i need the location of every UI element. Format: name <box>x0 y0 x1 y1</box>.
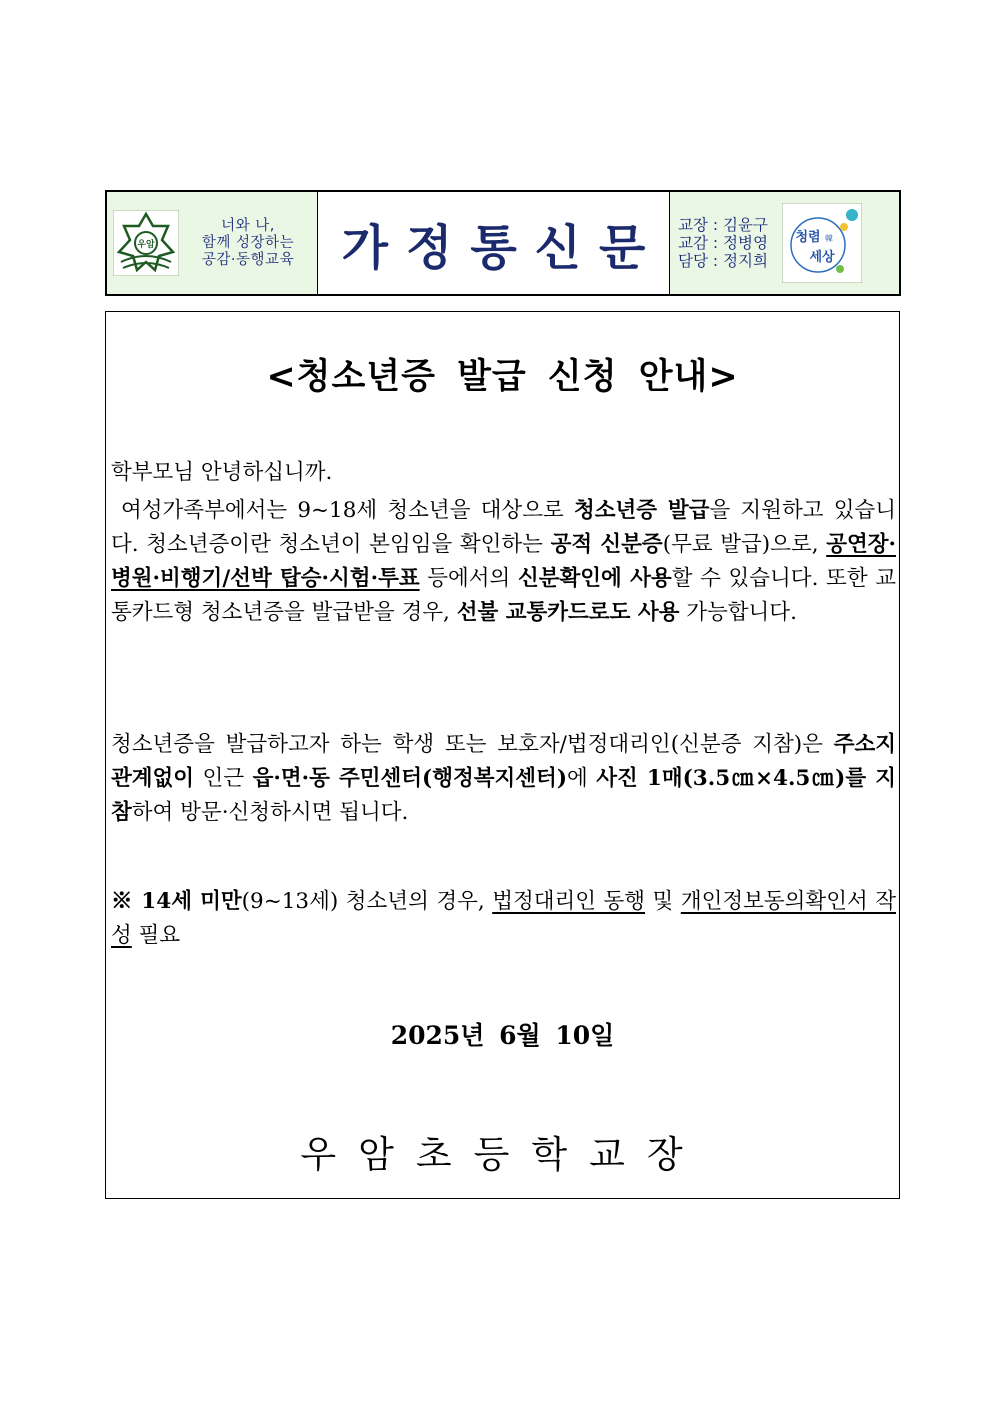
staff-list <box>678 216 768 270</box>
intro-highlight: 신분확인에 사용 <box>517 566 672 591</box>
motto-line: 공감·동행교육 <box>201 251 295 268</box>
staff-cell <box>670 192 899 294</box>
note-underlined: 개인정보동의확인서 작성 <box>111 889 896 948</box>
intro-text: 가능합니다. <box>679 600 797 625</box>
issue-date: 2025년 6월 10일 <box>390 1021 615 1050</box>
note-paragraph <box>111 885 896 953</box>
note-text: (9~13세) 청소년의 경우, <box>241 889 493 914</box>
intro-text: 할 수 있습니다. 또한 교통카드형 청소년증을 발급받을 경우, <box>111 566 897 625</box>
motto-line: 함께 성장하는 <box>201 234 295 251</box>
intro-highlight: 공적 신분증 <box>550 532 663 557</box>
intro-text: 을 지원하고 있습니다. 청소년증이란 청소년이 본임임을 확인하는 <box>111 498 896 557</box>
application-highlight: 사진 1매(3.5㎝×4.5㎝)를 지참 <box>111 766 896 825</box>
application-paragraph <box>111 728 896 830</box>
greeting-text: 학부모님 안녕하십니까. <box>111 460 333 485</box>
note-underlined: 법정대리인 동행 <box>492 889 646 914</box>
principal-signature: 우암초등학교장 <box>300 1133 705 1176</box>
application-highlight: 읍·면·동 주민센터(행정복지센터) <box>252 766 567 791</box>
school-motto <box>179 218 317 269</box>
intro-text: 여성가족부에서는 9~18세 청소년을 대상으로 <box>121 498 574 523</box>
note-highlight: ※ 14세 미만 <box>111 889 242 914</box>
application-text: 하여 방문·신청하시면 됩니다. <box>131 800 409 825</box>
intro-usage-places: 공연장·병원·비행기/선박 탑승·시험·투표 <box>111 532 896 591</box>
integrity-campaign-logo-icon <box>782 203 862 283</box>
svg-text:우암: 우암 <box>137 240 155 250</box>
svg-text:청렴: 청렴 <box>795 230 821 245</box>
intro-text: 등에서의 <box>419 566 518 591</box>
staff-contact: 담당 : 정지희 <box>678 252 768 270</box>
svg-text:세상: 세상 <box>809 250 835 265</box>
notice-body <box>105 311 900 1199</box>
application-text: 에 <box>567 766 597 791</box>
application-text: 인근 <box>194 766 253 791</box>
school-emblem-icon <box>113 210 179 276</box>
intro-paragraph <box>111 494 896 630</box>
title-cell <box>318 192 670 294</box>
intro-highlight: 선불 교통카드로도 사용 <box>456 600 680 625</box>
application-highlight: 주소지 관계없이 <box>111 732 896 791</box>
motto-cell <box>107 192 318 294</box>
newsletter-header <box>105 190 901 296</box>
greeting-paragraph <box>111 456 896 490</box>
intro-text: (무료 발급)으로, <box>662 532 827 557</box>
note-text: 및 <box>645 889 681 914</box>
intro-highlight: 청소년증 발급 <box>573 498 710 523</box>
svg-text:韓: 韓 <box>824 234 833 243</box>
application-text: 청소년증을 발급하고자 하는 학생 또는 보호자/법정대리인(신분증 지참)은 <box>111 732 834 757</box>
staff-vice-principal: 교감 : 정병영 <box>678 234 768 252</box>
notice-title: <청소년증 발급 신청 안내> <box>266 357 739 397</box>
newsletter-title: 가정통신문 <box>341 219 664 276</box>
motto-line: 너와 나, <box>221 217 275 234</box>
note-text: 필요 <box>131 923 181 948</box>
staff-principal: 교장 : 김윤구 <box>678 216 768 234</box>
